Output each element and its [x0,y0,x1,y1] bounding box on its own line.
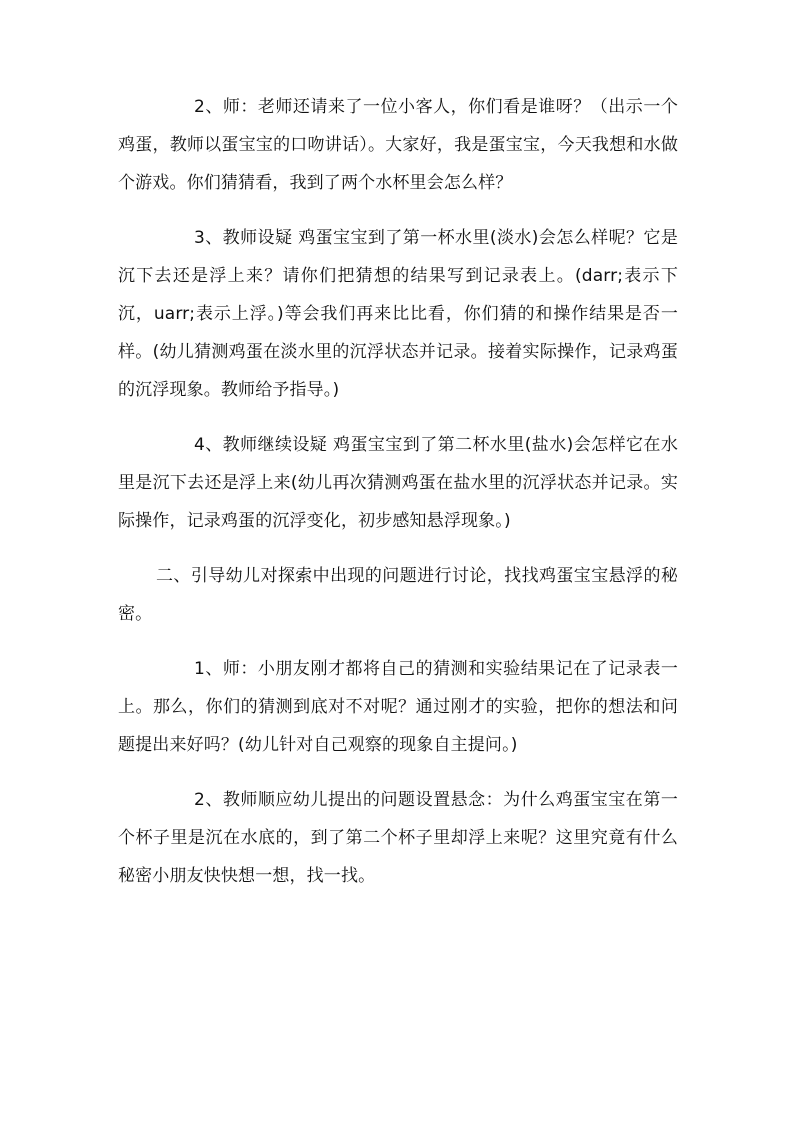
section-heading-two: 二、引导幼儿对探索中出现的问题进行讨论，找找鸡蛋宝宝悬浮的秘密。 [118,566,678,624]
paragraph-discussion-2: 2、教师顺应幼儿提出的问题设置悬念：为什么鸡蛋宝宝在第一个杯子里是沉在水底的，到了第二个杯子里却浮上来呢？这里究竟有什么秘密小朋友快快想一想，找一找。 [118,790,678,886]
paragraph-step-2-guest: 2、师：老师还请来了一位小客人，你们看是谁呀？（出示一个鸡蛋，教师以蛋宝宝的口吻讲话）。大家好，我是蛋宝宝，今天我想和水做个游戏。你们猜猜看，我到了两个水杯里会怎么样？ [118,97,678,193]
document-body [118,88,678,912]
paragraph-step-3-fresh-water: 3、教师设疑 鸡蛋宝宝到了第一杯水里(淡水)会怎么样呢？它是沉下去还是浮上来？请你们把猜想的结果写到记录表上。(darr;表示下沉，uarr;表示上浮。)等会我们再来比比看，你们猜的和操作结果是否一样。(幼儿猜测鸡蛋在淡水里的沉浮状态并记录。接着实际操作，记录鸡蛋的沉浮现象。教师给予指导。) [118,228,678,400]
paragraph-step-4-salt-water: 4、教师继续设疑 鸡蛋宝宝到了第二杯水里(盐水)会怎样它在水里是沉下去还是浮上来(幼儿再次猜测鸡蛋在盐水里的沉浮状态并记录。实际操作，记录鸡蛋的沉浮变化，初步感知悬浮现象。) [118,435,678,531]
paragraph-discussion-1: 1、师：小朋友刚才都将自己的猜测和实验结果记在了记录表一上。那么，你们的猜测到底对不对呢？通过刚才的实验，把你的想法和问题提出来好吗？(幼儿针对自己观察的现象自主提问。) [118,659,678,755]
